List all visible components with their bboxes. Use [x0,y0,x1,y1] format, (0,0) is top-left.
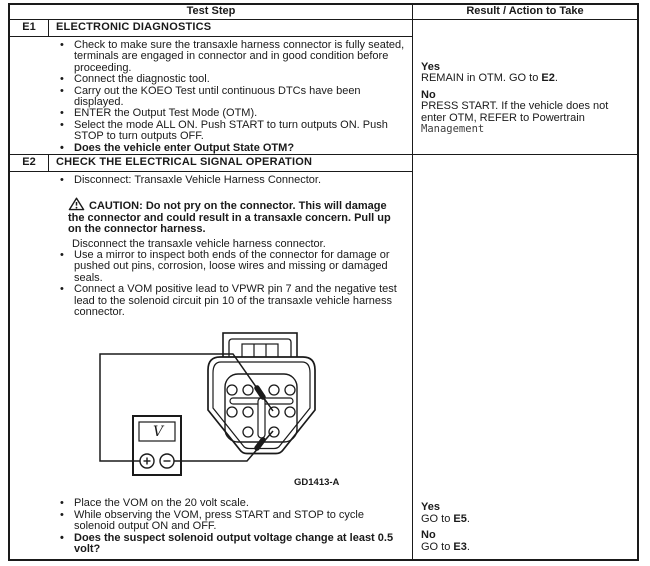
caution-note: CAUTION: Do not pry on the connector. This will damage the connector and could result in a transaxle concern. Pull up on the connector harness. [68,197,402,235]
result-no-label: No [421,88,436,101]
bullet-icon: • [60,531,64,544]
list-item: • Carry out the KOEO Test until continuous DTCs have been displayed. [60,84,361,109]
list-item: • Check to make sure the transaxle harness connector is fully seated, terminals are engaged in connector and in good condition before proceeding. [60,39,405,74]
bullet-icon: • [60,508,64,521]
bullet-icon: • [60,283,64,296]
step-e1-id: E1 [10,20,49,36]
bullet-icon: • [60,84,64,97]
step-e1-title: ELECTRONIC DIAGNOSTICS [56,21,212,34]
result-no-action: PRESS START. If the vehicle does not enter OTM, REFER to Powertrain Management [421,100,609,136]
list-item: • Connect a VOM positive lead to VPWR pin 7 and the negative test lead to the solenoid circuit pin 10 of the transaxle vehicle harness connector. [60,283,397,319]
step-e1-instructions [10,37,412,154]
step-reference: E5 [453,512,467,525]
column-header-result: Result / Action to Take [412,5,637,20]
list-item: • Disconnect: Transaxle Vehicle Harness Connector. [60,174,322,186]
bullet-icon: • [60,118,64,131]
step-reference: E3 [453,540,467,553]
result-yes-label: Yes [421,501,440,514]
step-e1-cell [10,20,412,155]
list-item: • While observing the VOM, press START and STOP to cycle solenoid output ON and OFF. [60,508,364,533]
voltmeter-display-label: V [153,424,164,441]
step-e1-result-cell [412,20,637,155]
list-item: • ENTER the Output Test Mode (OTM). [60,107,258,120]
step-e2-result-cell [412,155,637,559]
list-item: • Connect the diagnostic tool. [60,73,210,86]
warning-triangle-icon [68,197,85,211]
result-yes-action: GO to E5. [421,512,470,525]
powertrain-management-link: Management [421,123,485,136]
list-item: • Place the VOM on the 20 volt scale. [60,497,249,510]
step-e2-title: CHECK THE ELECTRICAL SIGNAL OPERATION [56,156,313,169]
instruction-note: Disconnect the transaxle vehicle harness connector. [72,237,326,250]
plus-terminal [140,454,154,468]
result-no-label: No [421,529,436,542]
diagnostic-table [8,3,639,561]
list-item: • Select the mode ALL ON. Push START to turn outputs ON. Push STOP to turn outputs OFF. [60,118,388,143]
step-e2-instructions [10,172,412,556]
bullet-icon: • [60,141,64,154]
step-e1-question: • Does the vehicle enter Output State OTM? [60,141,295,154]
bullet-icon: • [60,107,64,120]
bullet-icon: • [60,249,64,262]
step-e2-title-row [10,155,412,172]
connector-diagram [90,328,352,490]
bullet-icon: • [60,39,64,51]
bullet-icon: • [60,73,64,86]
step-e2-id: E2 [10,155,49,171]
step-e2-cell [10,155,412,559]
minus-terminal [160,454,174,468]
result-no-action: GO to E3. [421,540,470,553]
step-e2-question: • Does the suspect solenoid output voltage change at least 0.5 volt? [60,531,394,556]
list-item: • Use a mirror to inspect both ends of the connector for damage or pushed out pins, corrosion, loose wires and missing or damaged seals. [60,249,390,284]
step-reference: E2 [541,72,555,85]
step-e1-title-row [10,20,412,37]
result-yes-label: Yes [421,61,440,73]
result-yes-action: REMAIN in OTM. GO to E2. [421,72,558,85]
figure-id-label: GD1413-A [294,477,340,489]
bullet-icon: • [60,174,64,186]
bullet-icon: • [60,497,64,510]
column-header-test-step: Test Step [10,5,412,20]
